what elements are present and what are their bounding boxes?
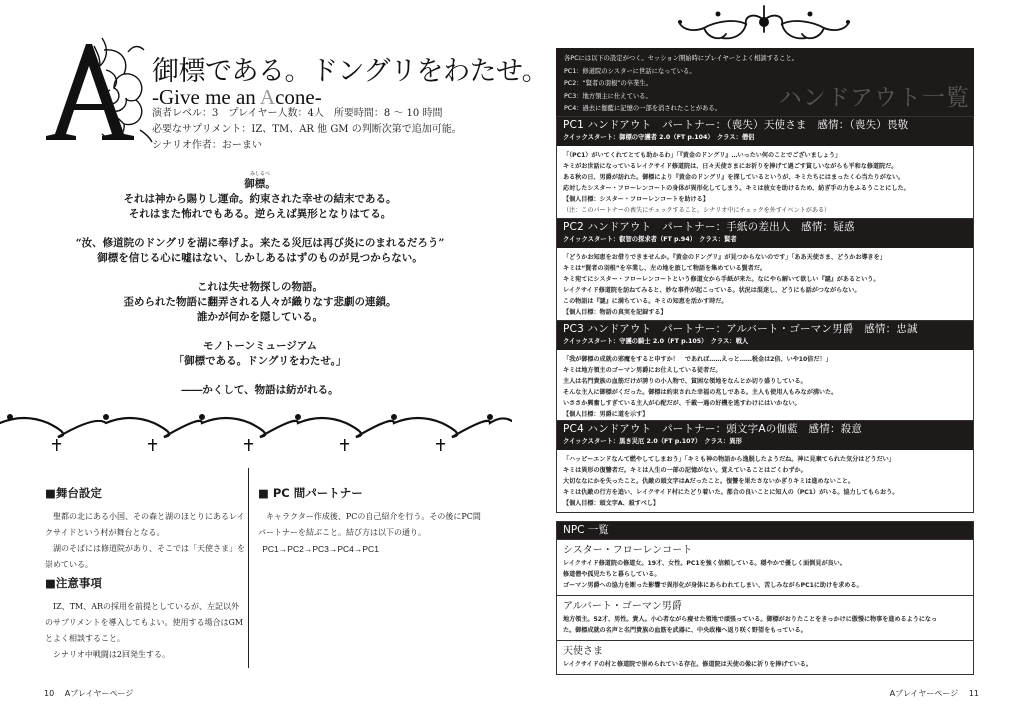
intro-line: 「御標である。ドングリをわたせ。」: [173, 355, 347, 367]
handout-pc2: [556, 218, 974, 323]
handout-line: 「我が御標の成就の邪魔をすると申すか！ であれば……えっと……税金は2倍、いや10倍だ！」: [563, 356, 832, 363]
footer-right: [890, 688, 987, 699]
garland-ornament-icon: [0, 405, 512, 455]
column-divider: [248, 468, 249, 668]
section-heading: ■注意事項: [45, 576, 102, 590]
intro-paragraph-3: [40, 280, 480, 325]
meta-author: シナリオ作者：おーまい: [152, 140, 262, 151]
handout-line: キミは“賢者の羽根”を卒業し、左の地を旅して物語を集めている賢者だ。: [563, 265, 767, 273]
handout-quickstart: クイックスタート：黒き災厄 2.0（FT p.107） クラス：異形: [563, 438, 742, 445]
subtitle-prefix: -Give me an: [152, 85, 260, 109]
handout-body: [557, 146, 973, 220]
handout-line: そんな主人に御標がくだった。御標は約束された幸福の兆しである。主人も使用人もみなが沸いた。: [563, 389, 838, 397]
handout-header: [557, 421, 973, 450]
handout-line: キミは異形の復讐者だ。キミは人生の一部の記憶がない。覚えていることはごくわずか。: [563, 467, 807, 475]
npc-desc: 修道僧や孤児たちと暮らしている。: [563, 571, 661, 578]
handout-line: 「ハッピーエンドなんて燃やしてしまおう」「キミも神の物語から逸脱したようだね。神に見棄てられた気分はどうだい」: [563, 456, 895, 463]
npc-desc: レイクサイドの村と修道院で崇められている存在。修道院は天使の像に祈りを捧げている。: [563, 661, 812, 668]
decorative-initial-a-with-flower-icon: [40, 30, 155, 145]
meta-supplements: 必要なサプリメント：IZ、TM、AR 他 GM の判断次第で追加可能。: [152, 124, 462, 135]
handout-title: PC1 ハンドアウト パートナー：（喪失）天使さま 感情：（喪失）畏敬: [563, 119, 909, 131]
scenario-meta: [152, 106, 462, 154]
intro-box-line: PC2：“賢者の羽根”の卒業生。: [564, 80, 652, 87]
intro-ruby: みしるべ: [249, 171, 270, 177]
handout-body: [557, 350, 973, 424]
intro-heading: 御標。: [244, 178, 276, 190]
handout-title: PC2 ハンドアウト パートナー：手紙の差出人 感情：疑惑: [563, 221, 855, 233]
intro-line: ――かくして、物語は紡がれる。: [181, 384, 339, 396]
intro-line: “汝、修道院のドングリを湖に奉げよ。来たる災厄は再び炎にのまれるだろう”: [75, 237, 445, 249]
handout-line: 大切ななにかを失ったこと。仇敵の頭文字はAだったこと。復讐を果たさないかぎりキミは進めないこと。: [563, 478, 855, 486]
intro-paragraph-5: [40, 383, 480, 398]
section-paragraph: シナリオ中戦闘は2回発生する。: [53, 650, 171, 659]
intro-box-line: PC1：修道院のシスターに世話になっている。: [564, 67, 696, 75]
npc-desc: レイクサイド修道院の修道女。19才、女性。PC1を強く信頼している。穏やかで優しく面倒見が良い。: [563, 560, 846, 567]
npc-entry-gorman: [557, 595, 973, 640]
intro-box-line: 各PCには以下の設定がつく。セッション開始時にプレイヤーとよく相談すること。: [564, 55, 799, 62]
handout-line: この物語は『謎』に満ちている。キミの知恵を活かす時だ。: [563, 298, 728, 306]
handout-line: キミは仇敵の行方を追い、レイクサイド村にたどり着いた。都合の良いことに知人の（PC1）がいる。協力してもらおう。: [563, 489, 899, 497]
npc-desc: 地方領主。52才、男性。貴人。小心者ながら痩せた領地で頑張っている。御標がおりたことをきっかけに傲慢に物事を進めるようになっ: [563, 616, 938, 623]
page-number: 11: [968, 689, 979, 698]
handout-title: PC4 ハンドアウト パートナー：頭文字Aの伽藍 感情：殺意: [563, 423, 863, 435]
handout-line: 「どうかお知恵をお借りできませんか。『黄金のドングリ』が見つからないのです」「ああ天使さま、どうかお導きを」: [563, 254, 886, 261]
handout-line: レイクサイド修道院を訪ねてみると、妙な事件が起こっている。状況は混迷し、どうにも話がつながらない。: [563, 287, 861, 295]
section-stage-setting: [45, 485, 245, 573]
section-paragraph: キャラクター作成後、PCの自己紹介を行う。その後にPC間パートナーを結ぶこと。結び方は以下の通り。: [258, 512, 481, 537]
flourish-ornament-icon: [674, 2, 854, 47]
section-paragraph: 湖のそばには修道院があり、そこでは「天使さま」を崇めている。: [45, 544, 245, 569]
intro-line: それは神から賜りし運命。約束された幸せの結末である。: [123, 193, 397, 205]
intro-paragraph-1: [40, 192, 480, 222]
page-label: Aプレイヤーページ: [889, 689, 959, 698]
page-label: Aプレイヤーページ: [64, 689, 134, 698]
handout-header: [557, 219, 973, 248]
handout-goal: 【個人目標：物語の真実を記録する】: [563, 309, 667, 317]
intro-line: モノトーンミュージアム: [202, 340, 318, 352]
handout-title: PC3 ハンドアウト パートナー：アルバート・ゴーマン男爵 感情：忠誠: [563, 323, 918, 335]
npc-desc: ゴーマン男爵への協力を断った影響で異形化が身体にあらわれてしまい、苦しみながらPC1に助けを求める。: [563, 582, 863, 589]
section-pc-partner: [258, 485, 483, 557]
handout-body: [557, 450, 973, 512]
handout-line: 「（PC1）がいてくれてとても助かるわ」「『黄金のドングリ』…いったい何のことでございましょう」: [563, 152, 842, 159]
handout-line: キミは地方領主のゴーマン男爵にお仕えしている従者だ。: [563, 367, 722, 375]
section-heading: ■ PC 間パートナー: [258, 486, 363, 500]
handout-header: [557, 321, 973, 350]
handout-intro-box: [556, 48, 974, 116]
npc-list: [556, 521, 974, 675]
page-number: 10: [44, 689, 55, 698]
handout-goal: 【個人目標：男爵に道を示す】: [563, 411, 649, 419]
handout-list-watermark: ハンドアウト一覧: [778, 85, 970, 111]
intro-box-line: PC3：地方領主に仕えている。: [564, 92, 652, 100]
npc-entry-angel: [557, 640, 973, 674]
handout-note: （注：このパートナーの喪失にチェックすること。シナリオ中にチェックを外すイベントがある）: [563, 207, 831, 215]
intro-line: これは失せ物探しの物語。: [197, 281, 323, 293]
handout-goal: 【個人目標：頭文字A、殺すべし】: [563, 500, 660, 508]
section-paragraph: IZ、TM、ARの採用を前提としているが、左記以外のサプリメントを導入してもよい。使用する場合はGMとよく相談すること。: [45, 602, 244, 643]
subtitle-suffix: cone-: [275, 85, 322, 109]
meta-level-players-time: 演者レベル：3 プレイヤー人数：4人 所要時間：8 ～ 10 時間: [152, 108, 443, 119]
npc-name: アルバート・ゴーマン男爵: [563, 601, 682, 612]
npc-name: シスター・フローレンコート: [563, 545, 693, 556]
handout-pc4: [556, 420, 974, 513]
handout-line: 主人は名門貴族の血筋だけが誇りの小人物で、貧困な領地をなんとか切り盛りしている。: [563, 378, 807, 386]
intro-paragraph-4: [40, 339, 480, 369]
intro-line: 誰かが何かを隠している。: [197, 311, 323, 323]
handout-line: 応対したシスター・フローレンコートの身体が異形化してしまう。キミは彼女を助けるため、紡ぎ手の力をふるうことにした。: [563, 185, 910, 193]
npc-list-heading: NPC 一覧: [557, 522, 973, 539]
npc-entry-florencourt: [557, 539, 973, 595]
intro-line: それはまた怖れでもある。逆らえば異形となりはてる。: [128, 208, 392, 220]
section-heading: ■舞台設定: [45, 486, 102, 500]
handout-line: いささか興奮しすぎている主人が心配だが、千載一遇の好機を逃すわけにはいかない。: [563, 400, 801, 408]
handout-line: キミがお世話になっているレイクサイド修道院は、日々天使さまにお祈りを捧げて過ごす貧しいながらも平和な修道院だ。: [563, 163, 898, 171]
handout-header: [557, 117, 973, 146]
section-notes: [45, 575, 245, 663]
intro-line: 歪められた物語に翻弄される人々が織りなす悲劇の連鎖。: [123, 296, 397, 308]
handout-quickstart: クイックスタート：叡智の探求者（FT p.94） クラス：賢者: [563, 236, 737, 243]
npc-desc: た。御標成就の名声と名門貴族の血筋を武器に、中央政権へ返り咲く野望をもっている。: [563, 627, 807, 634]
handout-goal: 【個人目標：シスター・フローレンコートを助ける】: [563, 196, 709, 204]
handout-line: ある秋の日、男爵が訪れた。御標により『黄金のドングリ』を探しているというが、キミたちにはまったく心当たりがない。: [563, 174, 905, 182]
handout-quickstart: クイックスタート：守護の騎士 2.0（FT p.105） クラス：戦人: [563, 338, 749, 345]
intro-line: 御標を信じる心に嘘はない、しかしあるはずのものが見つからない。: [97, 252, 423, 264]
npc-name: 天使さま: [563, 646, 603, 657]
subtitle-highlight: A: [259, 85, 276, 109]
handout-pc3: [556, 320, 974, 425]
section-paragraph: 聖都の北にある小国、その森と湖のほとりにあるレイクサイドという村が舞台となる。: [45, 512, 245, 537]
handout-line: キミ宛てにシスター・フローレンコートという修道女から手紙が来た。なにやら解いて欲しい『謎』があるという。: [563, 276, 880, 284]
intro-text: [40, 172, 480, 412]
handout-quickstart: クイックスタート：御標の守護者 2.0（FT p.104） クラス：僧侶: [563, 134, 755, 141]
scenario-title: 御標である。ドングリをわたせ。: [152, 56, 549, 87]
handout-body: [557, 248, 973, 322]
intro-box-line: PC4：過去に伽藍に記憶の一部を消されたことがある。: [564, 105, 722, 112]
intro-paragraph-2: [40, 236, 480, 266]
footer-left: [36, 688, 133, 699]
handout-pc1: [556, 116, 974, 221]
partner-chain: PC1→PC2→PC3→PC4→PC1: [262, 544, 379, 554]
